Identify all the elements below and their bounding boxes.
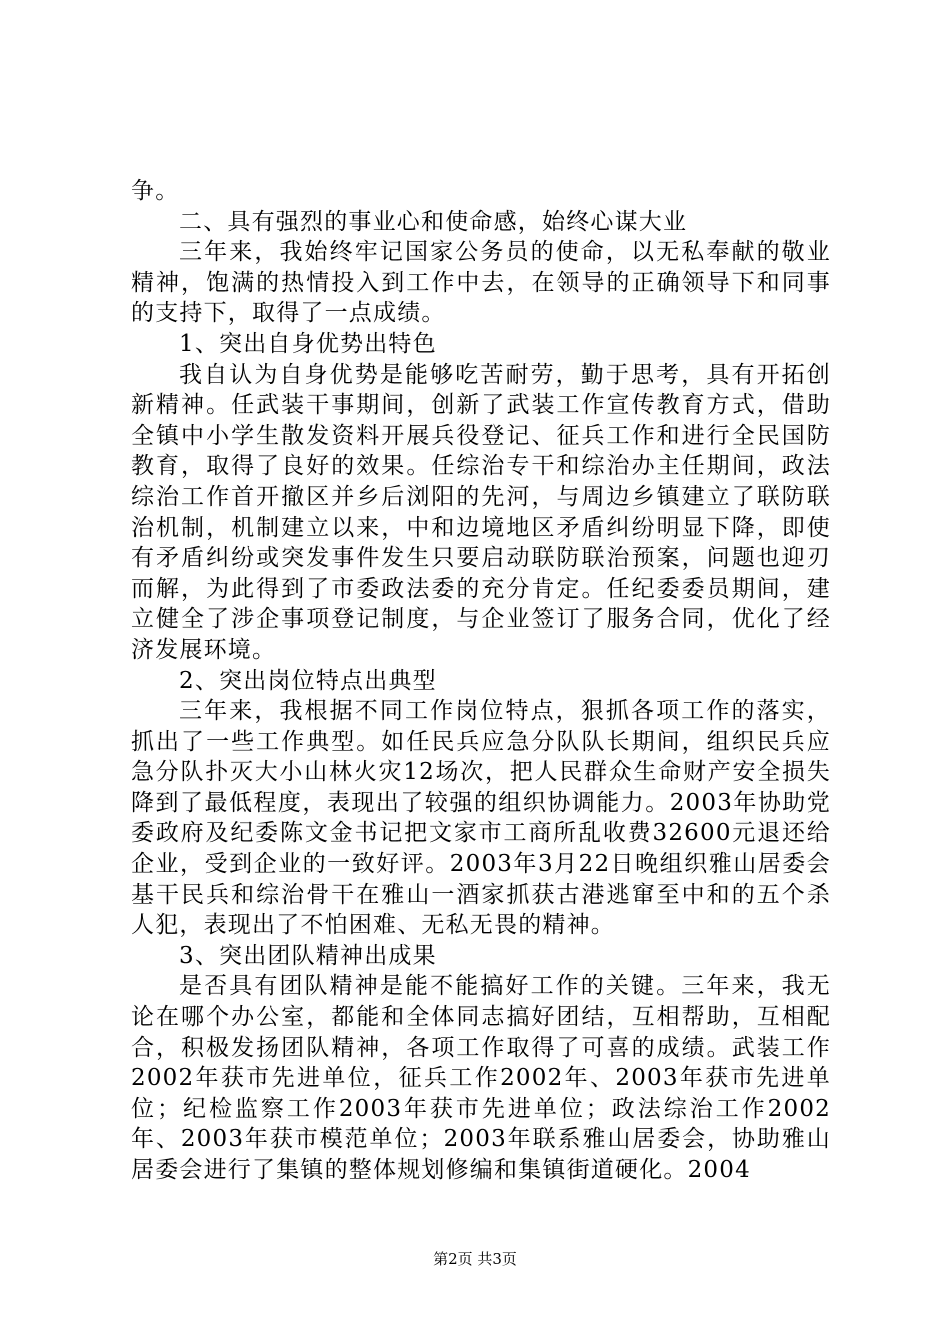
subheading-1: 1、突出自身优势出特色	[179, 330, 437, 357]
paragraph-continuation: 争。	[131, 178, 180, 204]
section-heading-2: 二、具有强烈的事业心和使命感，始终心谋大业	[179, 208, 688, 235]
page-footer	[0, 1248, 950, 1269]
subheading-3: 3、突出团队精神出成果	[179, 942, 437, 969]
page-number: 第2页 共3页	[433, 1250, 517, 1268]
paragraph: 三年来，我根据不同工作岗位特点，狠抓各项工作的落实，抓出了一些工作典型。如任民兵应急分队队长期间，组织民兵应急分队扑灭大小山林火灾12场次，把人民群众生命财产安全损失降到了最低程度，表现出了较强的组织协调能力。2003年协助党委政府及纪委陈文金书记把文家市工商所乱收费32600元退还给企业，受到企业的一致好评。2003年3月22日晚组织雅山居委会基干民兵和综治骨干在雅山一酒家抓获古港逃窜至中和的五个杀人犯，表现出了不怕困难、无私无畏的精神。	[131, 698, 831, 939]
paragraph: 是否具有团队精神是能不能搞好工作的关键。三年来，我无论在哪个办公室，都能和全体同志搞好团结，互相帮助，互相配合，积极发扬团队精神，各项工作取得了可喜的成绩。武装工作2002年获市先进单位，征兵工作2002年、2003年获市先进单位；纪检监察工作2003年获市先进单位；政法综治工作2002年、2003年获市模范单位；2003年联系雅山居委会，协助雅山居委会进行了集镇的整体规划修编和集镇街道硬化。2004	[131, 973, 831, 1183]
paragraph: 三年来，我始终牢记国家公务员的使命，以无私奉献的敬业精神，饱满的热情投入到工作中去，在领导的正确领导下和同事的支持下，取得了一点成绩。	[131, 239, 831, 327]
subheading-2: 2、突出岗位特点出典型	[179, 667, 437, 694]
paragraph: 我自认为自身优势是能够吃苦耐劳，勤于思考，具有开拓创新精神。任武装干事期间，创新了武装工作宣传教育方式，借助全镇中小学生散发资料开展兵役登记、征兵工作和进行全民国防教育，取得了良好的效果。任综治专干和综治办主任期间，政法综治工作首开撤区并乡后浏阳的先河，与周边乡镇建立了联防联治机制，机制建立以来，中和边境地区矛盾纠纷明显下降，即使有矛盾纠纷或突发事件发生只要启动联防联治预案，问题也迎刃而解，为此得到了市委政法委的充分肯定。任纪委委员期间，建立健全了涉企事项登记制度，与企业签订了服务合同，优化了经济发展环境。	[131, 361, 831, 663]
document-body	[131, 176, 831, 1186]
